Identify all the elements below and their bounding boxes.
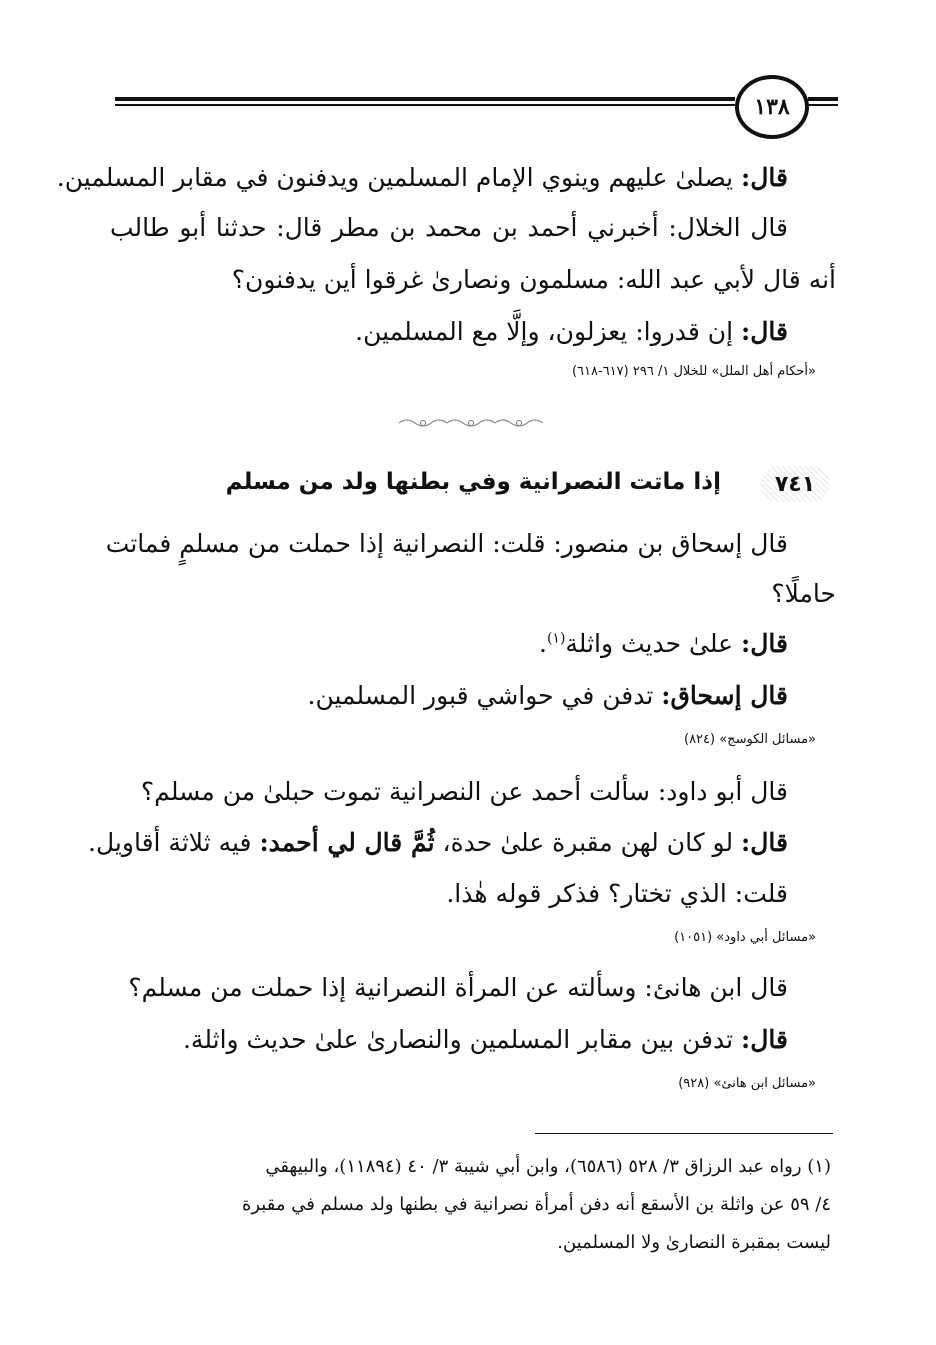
header-rule-right-thin <box>808 104 838 106</box>
speaker-label: قال: <box>741 1025 788 1054</box>
section-number-badge: ٧٤١ <box>760 466 830 502</box>
section-line-5 <box>141 772 788 812</box>
ornament-divider-icon <box>395 416 547 430</box>
section-line-1 <box>105 524 788 564</box>
section-line-2 <box>771 574 836 614</box>
source-citation-3: «مسائل أبي داود» (١٠٥١) <box>674 930 816 945</box>
text-line-4 <box>355 312 788 352</box>
text-line-3 <box>232 260 836 300</box>
section-line-6 <box>88 823 788 863</box>
section-line-4 <box>308 676 788 716</box>
source-citation-2: «مسائل الكوسج» (٨٢٤) <box>683 732 816 747</box>
header-rule-thin <box>115 104 735 106</box>
speaker-label: قال: <box>741 828 788 857</box>
section-title: إذا ماتت النصرانية وفي بطنها ولد من مسلم <box>225 469 721 495</box>
speaker-label: قال: <box>741 317 788 346</box>
line-text: أنه قال لأبي عبد الله: مسلمون ونصارىٰ غرقوا أين يدفنون؟ <box>231 265 836 294</box>
line-text: حاملًا؟ <box>771 579 836 608</box>
line-end: . <box>538 629 547 658</box>
section-line-9 <box>183 1020 788 1060</box>
speaker-label-2: ثُمَّ قال لي أحمد: <box>259 828 435 857</box>
speaker-label: قال إسحاق: <box>661 681 788 710</box>
section-line-8 <box>128 968 788 1008</box>
text-line-1 <box>57 158 788 198</box>
line-text: قلت: الذي تختار؟ فذكر قوله هٰذا. <box>446 879 788 908</box>
line-text: قال الخلال: أخبرني أحمد بن محمد بن مطر قال: حدثنا أبو طالب <box>110 213 789 242</box>
header-rule-right <box>808 97 838 101</box>
page-number: ١٣٨ <box>735 75 809 139</box>
text-line-2 <box>110 208 788 248</box>
line-text: لو كان لهن مقبرة علىٰ حدة، <box>434 828 742 857</box>
line-text: قال ابن هانئ: وسألته عن المرأة النصرانية إذا حملت من مسلم؟ <box>128 973 788 1002</box>
section-line-3 <box>539 624 788 664</box>
line-text: علىٰ حديث واثلة <box>565 629 742 658</box>
footnote-line-2: ٤/ ٥٩ عن واثلة بن الأسقع أنه دفن أمرأة نصرانية في بطنها ولد مسلم في مقبرة <box>241 1194 831 1215</box>
speaker-label: قال: <box>741 629 788 658</box>
footnote-line-3: ليست بمقبرة النصارىٰ ولا المسلمين. <box>557 1232 831 1253</box>
source-citation-1: «أحكام أهل الملل» للخلال ١/ ٢٩٦ (٦١٧-٦١٨) <box>571 364 816 379</box>
line-text: تدفن في حواشي قبور المسلمين. <box>307 681 662 710</box>
footnote-rule <box>535 1133 833 1134</box>
speaker-label: قال: <box>741 163 788 192</box>
line-text: قال إسحاق بن منصور: قلت: النصرانية إذا حملت من مسلمٍ فماتت <box>105 529 788 558</box>
line-text: إن قدروا: يعزلون، وإلَّا مع المسلمين. <box>355 317 742 346</box>
footnote-marker[interactable]: (١) <box>546 630 566 647</box>
footnote-line-1: (١) رواه عبد الرزاق ٣/ ٥٢٨ (٦٥٨٦)، وابن أبي شيبة ٣/ ٤٠ (١١٨٩٤)، والبيهقي <box>265 1156 831 1177</box>
line-text-end: فيه ثلاثة أقاويل. <box>88 828 260 857</box>
section-line-7 <box>446 874 788 914</box>
line-text: قال أبو داود: سألت أحمد عن النصرانية تموت حبلىٰ من مسلم؟ <box>140 777 788 806</box>
source-citation-4: «مسائل ابن هانئ» (٩٢٨) <box>678 1076 816 1091</box>
line-text: تدفن بين مقابر المسلمين والنصارىٰ علىٰ حديث واثلة. <box>182 1025 742 1054</box>
header-rule <box>115 97 735 101</box>
line-text: يصلىٰ عليهم وينوي الإمام المسلمين ويدفنون في مقابر المسلمين. <box>56 163 742 192</box>
